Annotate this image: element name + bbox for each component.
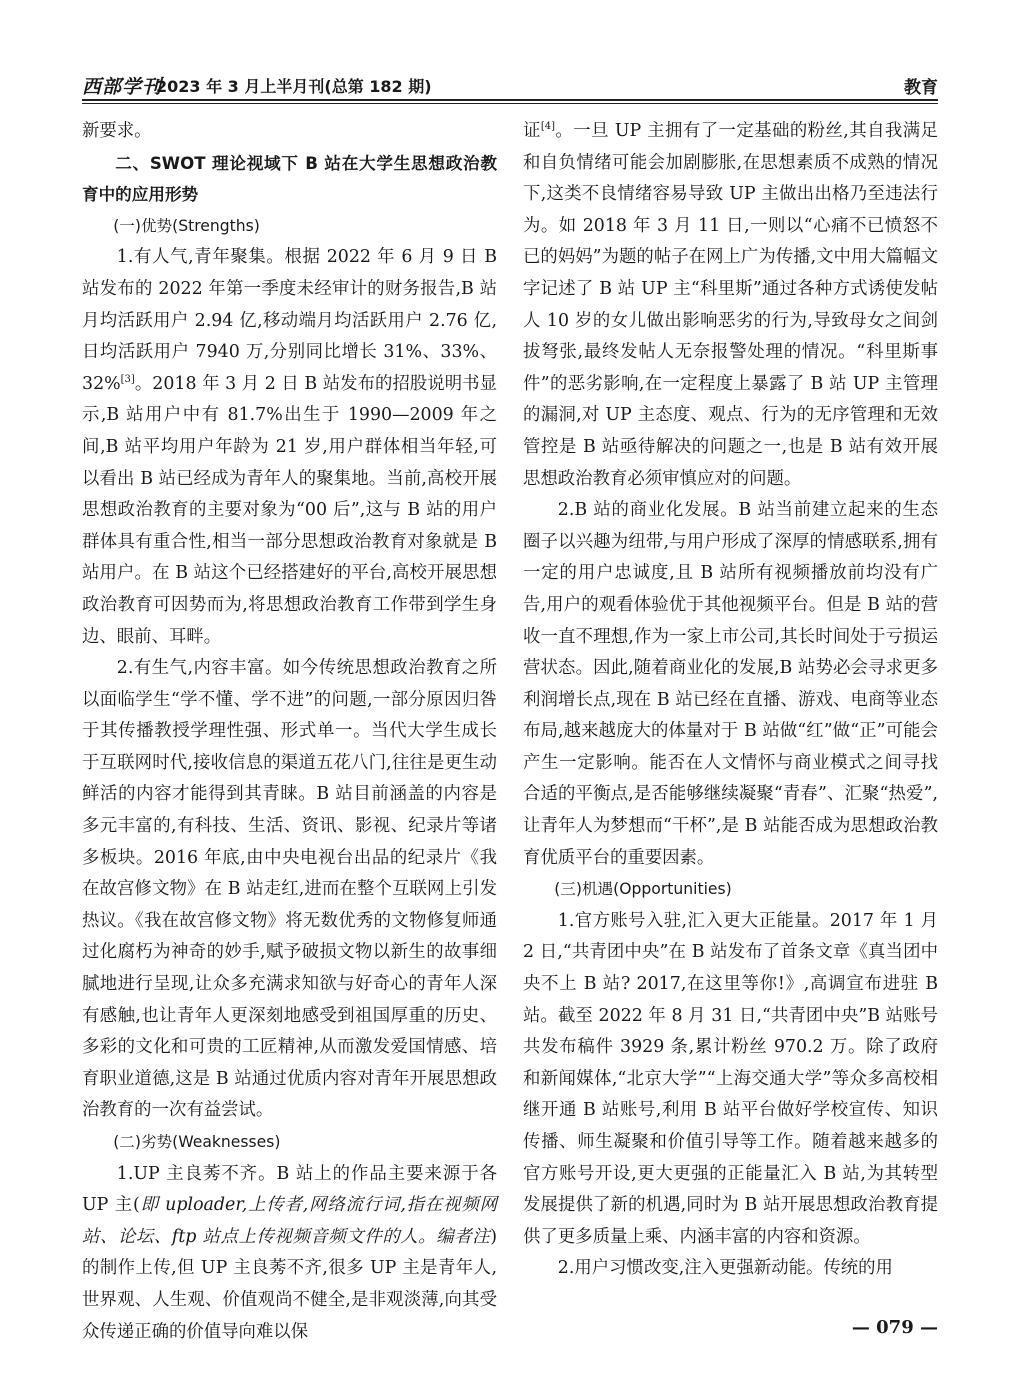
citation-ref: [4] <box>540 121 555 133</box>
paragraph: 2.用户习惯改变,注入更强新动能。传统的用 <box>557 1258 893 1279</box>
paragraph: 2.B 站的商业化发展。B 站当前建立起来的生态圈子以兴趣为纽带,与用户形成了深厚的情感联系,拥有一定的用户忠诚度,且 B 站所有视频播放前均没有广告,用户的观看体验优于其他视频平台。但是 B 站的营收一直不理想,作为一家上市公司,其长时间处于亏损运营状态。因此,随着商业化的发展,B 站势必会寻求更多利润增长点,现在 B 站已经在直播、游戏、电商等业态布局,越来越庞大的体量对于 B 站做“红”做“正”可能会产生一定影响。能否在人文情怀与商业模式之间寻找合适的平衡点,是否能够继续凝聚“青春”、汇聚“热爱”,让青年人为梦想而“干杯”,是 B 站能否成为思想政治教育优质平台的重要因素。 <box>523 500 938 868</box>
page-number: — 079 — <box>851 1317 938 1338</box>
paragraph-text: 1.UP 主良莠不齐。B 站上的作品主要来源于各 UP 主( <box>82 1163 497 1216</box>
paragraph-text: 1.有人气,青年聚集。根据 2022 年 6 月 9 日 B 站发布的 2022 年第一季度未经审计的财务报告,B 站月均活跃用户 2.94 亿,移动端月均活跃用户 2.76 亿,日均活跃用户 7940 万,分别同比增长 31%、33%、32% <box>82 247 497 394</box>
section-heading: 二、SWOT 理论视域下 B 站在大学生思想政治教育中的应用形势 <box>82 153 497 205</box>
paragraph-text: 证 <box>523 121 541 141</box>
citation-ref: [3] <box>120 373 135 385</box>
paragraph-text: 。2018 年 3 月 2 日 B 站发布的招股说明书显示,B 站用户中有 81.7%出生于 1990—2009 年之间,B 站平均用户年龄为 21 岁,用户群体相当年轻,可以看出 B 站已经成为青年人的聚集地。当前,高校开展思想政治教育的主要对象为“00 后”,这与 B 站的用户群体具有重合性,相当一部分思想政治教育对象就是 B 站用户。在 B 站这个已经搭建好的平台,高校开展思想政治教育可因势而为,将思想政治教育工作带到学生身边、眼前、耳畔。 <box>82 373 497 647</box>
journal-issue: 2023 年 3 月上半月刊(总第 182 期) <box>156 77 432 96</box>
subsection-heading: (一)优势(Strengths) <box>113 216 260 235</box>
paragraph: 2.有生气,内容丰富。如今传统思想政治教育之所以面临学生“学不懂、学不进”的问题,一部分原因归咎于其传播教授学理性强、形式单一。当代大学生成长于互联网时代,接收信息的渠道五花八门,往往是更生动鲜活的内容才能得到其青睐。B 站目前涵盖的内容是多元丰富的,有科技、生活、资讯、影视、纪录片等诸多板块。2016 年底,由中央电视台出品的纪录片《我在故宫修文物》在 B 站走红,进而在整个互联网上引发热议。《我在故宫修文物》将无数优秀的文物修复师通过化腐朽为神奇的妙手,赋予破损文物以新生的故事细腻地进行呈现,让众多充满求知欲与好奇心的青年人深有感触,也让青年人更深刻地感受到祖国厚重的历史、多彩的文化和可贵的工匠精神,从而激发爱国情感、培育职业道德,这是 B 站通过优质内容对青年开展思想政治教育的一次有益尝试。 <box>82 658 497 1121</box>
page-header <box>82 70 938 98</box>
paragraph: 1.官方账号入驻,汇入更大正能量。2017 年 1 月 2 日,“共青团中央”在 B 站发布了首条文章《真当团中央不上 B 站? 2017,在这里等你!》,高调宣布进驻 B 站。截至 2022 年 8 月 31 日,“共青团中央”B 站账号共发布稿件 3929 条,累计粉丝 970.2 万。除了政府和新闻媒体,“北京大学”“上海交通大学”等众多高校相继开通 B 站账号,利用 B 站平台做好学校宣传、知识传播、师生凝聚和价值引导等工作。随着越来越多的官方账号开设,更大更强的正能量汇入 B 站,为其转型发展提供了新的机遇,同时为 B 站开展思想政治教育提供了更多质量上乘、内涵丰富的内容和资源。 <box>523 910 938 1247</box>
subsection-heading: (三)机遇(Opportunities) <box>554 880 732 899</box>
paragraph <box>82 242 497 653</box>
journal-logo: 西部学刊 <box>82 76 163 98</box>
editor-note: 即 uploader,上传者,网络流行词,指在视频网站、论坛、ftp 站点上传视频音频文件的人。编者注 <box>82 1195 497 1247</box>
paragraph <box>523 116 938 495</box>
paragraph-text: )的制作上传,但 UP 主良莠不齐,很多 UP 主是青年人,世界观、人生观、价值观尚不健全,是非观淡薄,向其受众传递正确的价值导向难以保 <box>82 1226 497 1342</box>
header-rule <box>82 99 938 101</box>
paragraph-text: 。一旦 UP 主拥有了一定基础的粉丝,其自我满足和自负情绪可能会加剧膨胀,在思想素质不成熟的情况下,这类不良情绪容易导致 UP 主做出出格乃至违法行为。如 2018 年 3 月 11 日,一则以“心痛不已愤怒不已的妈妈”为题的帖子在网上广为传播,文中用大篇幅文字记述了 B 站 UP 主“科里斯”通过各种方式诱使发帖人 10 岁的女儿做出影响恶劣的行为,导致母女之间剑拔弩张,最终发帖人无奈报警处理的情况。“科里斯事件”的恶劣影响,在一定程度上暴露了 B 站 UP 主管理的漏洞,对 UP 主态度、观点、行为的无序管理和无效管控是 B 站亟待解决的问题之一,也是 B 站有效开展思想政治教育必须审慎应对的问题。 <box>523 121 938 489</box>
section-name: 教育 <box>904 78 938 98</box>
paragraph: 新要求。 <box>82 121 152 141</box>
subsection-heading: (二)劣势(Weaknesses) <box>113 1133 281 1151</box>
header-rule-thin <box>82 103 938 104</box>
left-column <box>82 116 497 1348</box>
paragraph <box>82 1159 497 1349</box>
right-column <box>523 116 938 1285</box>
